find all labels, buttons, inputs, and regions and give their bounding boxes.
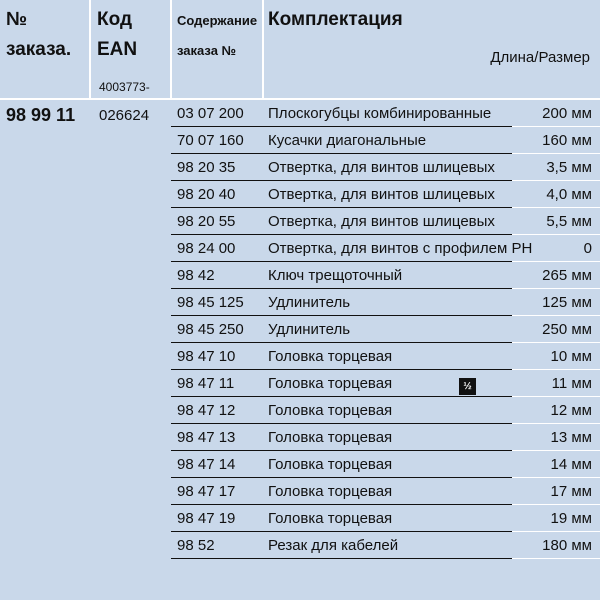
row-item-name: Отвертка, для винтов с профилем PH: [268, 240, 533, 257]
row-size: 3,5 мм: [546, 159, 592, 176]
row-item-name: Головка торцевая: [268, 456, 393, 473]
row-item-name: Головка торцевая: [268, 348, 393, 365]
header-order-no-line1: №: [6, 9, 28, 30]
row-order-code: 98 42: [177, 267, 215, 284]
row-order-code: 98 47 12: [177, 402, 236, 419]
row-order-code: 98 20 55: [177, 213, 236, 230]
half-inch-drive-badge: ½: [459, 378, 476, 395]
row-size: 13 мм: [550, 429, 592, 446]
row-order-code: 03 07 200: [177, 105, 244, 122]
row-item-name: Удлинитель: [268, 321, 351, 338]
row-size: 14 мм: [550, 456, 592, 473]
ean-prefix: 4003773-: [99, 80, 150, 94]
header-order-no-line2: заказа.: [6, 39, 72, 60]
row-order-code: 98 20 40: [177, 186, 236, 203]
row-item-name: Головка торцевая: [268, 402, 393, 419]
row-item-name: Плоскогубцы комбинированные: [268, 105, 492, 122]
table-row: [0, 316, 600, 343]
row-item-name: Головка торцевая: [268, 510, 393, 527]
table-row: [0, 343, 600, 370]
row-size: 17 мм: [550, 483, 592, 500]
row-size: 0: [583, 240, 592, 257]
row-item-name: Резак для кабелей: [268, 537, 399, 554]
table-row: [0, 505, 600, 532]
table-row: [0, 127, 600, 154]
header-kit-title: Комплектация: [268, 9, 403, 30]
table-row: [0, 154, 600, 181]
table-row: [0, 478, 600, 505]
header-ean-line2: EAN: [97, 39, 138, 60]
row-order-code: 98 47 10: [177, 348, 236, 365]
row-order-code: 98 24 00: [177, 240, 236, 257]
table-row: [0, 235, 600, 262]
row-size: 250 мм: [542, 321, 592, 338]
table-row: [0, 100, 600, 127]
row-item-name: Отвертка, для винтов шлицевых: [268, 159, 495, 176]
row-order-code: 98 47 19: [177, 510, 236, 527]
row-order-code: 98 47 17: [177, 483, 236, 500]
row-order-code: 98 45 250: [177, 321, 244, 338]
row-size: 19 мм: [550, 510, 592, 527]
article-number: 98 99 11: [6, 105, 76, 125]
row-item-name: Головка торцевая: [268, 429, 393, 446]
table-row: [0, 289, 600, 316]
row-order-code: 98 20 35: [177, 159, 236, 176]
row-size: 11 мм: [551, 375, 592, 392]
table-row: [0, 451, 600, 478]
ean-suffix: 026624: [99, 107, 150, 124]
column-divider: [89, 0, 91, 98]
table-row: [0, 262, 600, 289]
table-row: [0, 370, 600, 397]
row-size: 200 мм: [542, 105, 592, 122]
table-row: [0, 208, 600, 235]
table-row: [0, 397, 600, 424]
row-size: 125 мм: [542, 294, 592, 311]
row-item-name: Головка торцевая: [268, 375, 393, 392]
row-size: 5,5 мм: [546, 213, 592, 230]
row-divider: [171, 558, 512, 559]
row-item-name: Кусачки диагональные: [268, 132, 427, 149]
header-content-line1: Содержание: [177, 13, 258, 28]
header-ean-line1: Код: [97, 9, 133, 30]
header-length-size: Длина/Размер: [490, 49, 590, 66]
row-size: 4,0 мм: [546, 186, 592, 203]
row-order-code: 98 47 14: [177, 456, 236, 473]
row-size: 160 мм: [542, 132, 592, 149]
row-order-code: 98 47 13: [177, 429, 236, 446]
table-row: [0, 532, 600, 559]
row-item-name: Удлинитель: [268, 294, 351, 311]
row-order-code: 98 52: [177, 537, 215, 554]
row-divider: [512, 558, 600, 559]
table-row: [0, 181, 600, 208]
row-size: 180 мм: [542, 537, 592, 554]
column-divider: [262, 0, 264, 98]
row-size: 265 мм: [542, 267, 592, 284]
row-item-name: Отвертка, для винтов шлицевых: [268, 186, 495, 203]
row-order-code: 98 47 11: [177, 375, 235, 392]
row-order-code: 98 45 125: [177, 294, 244, 311]
table-row: [0, 424, 600, 451]
header-content-line2: заказа №: [177, 43, 237, 58]
row-item-name: Отвертка, для винтов шлицевых: [268, 213, 495, 230]
row-size: 10 мм: [550, 348, 592, 365]
row-size: 12 мм: [550, 402, 592, 419]
row-item-name: Ключ трещоточный: [268, 267, 403, 284]
row-item-name: Головка торцевая: [268, 483, 393, 500]
column-divider: [170, 0, 172, 98]
row-order-code: 70 07 160: [177, 132, 244, 149]
